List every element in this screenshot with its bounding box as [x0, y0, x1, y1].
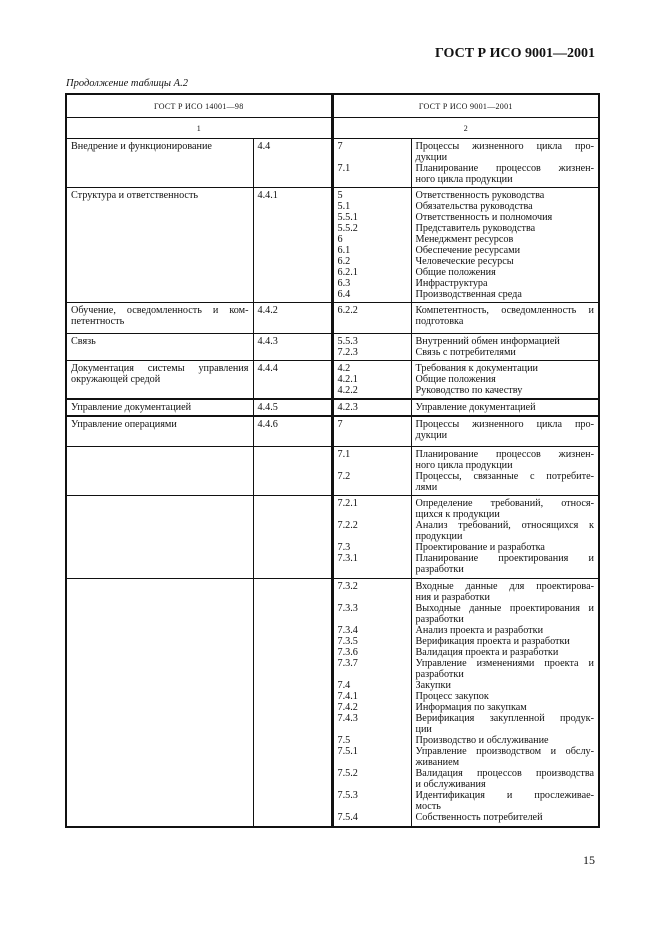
section-title-line: Управление операциями [71, 419, 177, 430]
iso9001-clause-titles [411, 361, 599, 400]
clause-title-line: дукции [415, 152, 448, 163]
clause-title-line: Анализ проекта и разработки [415, 624, 544, 636]
clause-title-line: мость [415, 800, 441, 812]
iso14001-section-code [253, 578, 332, 827]
clause-title-line: Человеческие ресурсы [415, 256, 514, 267]
clause-title-line: Ответственность и полномочия [415, 212, 553, 223]
section-code: 4.4.1 [257, 190, 278, 201]
iso14001-section-title [66, 303, 253, 334]
section-title-line: Документация системы управления [71, 363, 249, 374]
section-code: 4.4.2 [257, 305, 278, 316]
clause-title-line: Общие положения [415, 267, 496, 278]
clause-title-line: ного цикла продукции [415, 459, 513, 471]
clause-title-line: Процессы, связанные с потребите- [415, 470, 595, 482]
iso14001-section-code [253, 495, 332, 578]
clause-title-line: Управление документацией [415, 402, 536, 413]
clause-number: 6 [337, 234, 343, 245]
clause-title-line: лями [415, 481, 438, 493]
header-iso9001: ГОСТ Р ИСО 9001—2001 [332, 94, 599, 118]
clause-number: 7.5 [337, 734, 351, 746]
iso14001-section-title [66, 139, 253, 188]
clause-title-line: Производственная среда [415, 289, 522, 300]
clause-title-line: Процессы жизненного цикла про- [415, 141, 595, 152]
clause-title-line: Верификация проекта и разработки [415, 635, 570, 647]
clause-title-line: Валидация процессов производства [415, 767, 595, 779]
clause-title-line: Закупки [415, 679, 451, 691]
column-number-row [66, 118, 599, 139]
clause-number: 6.4 [337, 289, 351, 300]
clause-title-line: ния и разработки [415, 591, 490, 603]
iso14001-section-code [253, 446, 332, 495]
iso14001-section-title [66, 334, 253, 361]
clause-title-line: Валидация проекта и разработки [415, 646, 559, 658]
iso14001-section-title [66, 361, 253, 400]
iso14001-section-title [66, 399, 253, 416]
clause-number: 7.2 [337, 470, 351, 482]
column-number-1: 1 [66, 118, 332, 139]
clause-title-line: Собственность потребителей [415, 811, 543, 823]
section-title-line: Связь [71, 336, 96, 347]
clause-number: 7.3.2 [337, 580, 358, 592]
section-code [258, 498, 327, 509]
iso14001-section-code [253, 139, 332, 188]
clause-title-line: Представитель руководства [415, 223, 536, 234]
clause-number: 6.2.1 [337, 267, 358, 278]
clause-number: 7 [337, 141, 343, 152]
clause-title-line: щихся к продукции [415, 508, 500, 520]
clause-title-line: Анализ требований, относящихся к [415, 519, 595, 531]
clause-title-line: Ответственность руководства [415, 190, 545, 201]
clause-number: 6.2.2 [337, 305, 358, 316]
section-title-line: Структура и ответственность [71, 190, 199, 201]
iso14001-section-title [66, 416, 253, 446]
clause-number: 7.3.4 [337, 624, 358, 636]
clause-title-line: дукции [415, 430, 448, 441]
clause-title-line: Производство и обслуживание [415, 734, 549, 746]
clause-title-line: Информация по закупкам [415, 701, 527, 713]
clause-title-line: разработки [415, 668, 464, 680]
table-row [66, 399, 599, 416]
iso14001-section-title [66, 495, 253, 578]
section-code: 4.4.4 [257, 363, 278, 374]
clause-number: 7.3 [337, 541, 351, 553]
iso9001-clause-numbers [332, 334, 411, 361]
iso9001-clause-numbers [332, 578, 411, 827]
iso14001-section-code [253, 416, 332, 446]
table-row [66, 446, 599, 495]
iso9001-clause-titles [411, 578, 599, 827]
clause-title-line: Компетентность, осведомленность и [415, 305, 595, 316]
iso9001-clause-titles [411, 139, 599, 188]
clause-title-line: Планирование процессов жизнен- [415, 448, 595, 460]
iso14001-section-code [253, 334, 332, 361]
clause-number: 7.1 [337, 448, 351, 460]
clause-number: 7.5.3 [337, 789, 358, 801]
correspondence-table [65, 93, 600, 828]
clause-title-line: Инфраструктура [415, 278, 488, 289]
iso9001-clause-numbers [332, 495, 411, 578]
section-code: 4.4.5 [257, 402, 278, 413]
iso9001-clause-numbers [332, 188, 411, 303]
clause-title-line: Обеспечение ресурсами [415, 245, 521, 256]
iso9001-clause-titles [411, 416, 599, 446]
section-code [258, 449, 327, 460]
iso9001-clause-numbers [332, 361, 411, 400]
iso14001-section-title [66, 578, 253, 827]
clause-number: 4.2.3 [337, 402, 358, 413]
clause-number: 7.3.3 [337, 602, 358, 614]
clause-title-line: Руководство по качеству [415, 385, 523, 396]
clause-number: 5.5.2 [337, 223, 358, 234]
clause-title-line: Обязательства руководства [415, 201, 533, 212]
iso9001-clause-numbers [332, 303, 411, 334]
section-title-line: Внедрение и функционирование [71, 141, 212, 152]
clause-number: 7.3.1 [337, 552, 358, 564]
clause-number: 7.1 [337, 163, 351, 174]
column-number-2: 2 [332, 118, 599, 139]
clause-title-line: Связь с потребителями [415, 347, 516, 358]
clause-number: 7.4 [337, 679, 351, 691]
clause-title-line: Верификация закупленной продук- [415, 712, 595, 724]
clause-number: 7.5.2 [337, 767, 358, 779]
iso9001-clause-numbers [332, 446, 411, 495]
iso14001-section-code [253, 399, 332, 416]
iso9001-clause-titles [411, 334, 599, 361]
clause-title-line: Внутренний обмен информацией [415, 336, 560, 347]
clause-number: 7.5.1 [337, 745, 358, 757]
clause-title-line: Управление изменениями проекта и [415, 657, 595, 669]
table-row [66, 578, 599, 827]
clause-title-line: Проектирование и разработка [415, 541, 545, 553]
section-title-line: окружающей средой [71, 374, 161, 385]
iso9001-clause-numbers [332, 139, 411, 188]
clause-title-line: разработки [415, 613, 464, 625]
page-number: 15 [583, 853, 595, 867]
clause-number: 7.2.1 [337, 497, 358, 509]
clause-title-line: Определение требований, относя- [415, 497, 595, 509]
table-caption: Продолжение таблицы А.2 [66, 78, 188, 89]
table-row [66, 495, 599, 578]
clause-number: 7.4.1 [337, 690, 358, 702]
section-code: 4.4.6 [257, 419, 278, 430]
iso9001-clause-titles [411, 303, 599, 334]
iso14001-section-code [253, 303, 332, 334]
clause-title-line: Входные данные для проектирова- [415, 580, 595, 592]
clause-number: 7.4.3 [337, 712, 358, 724]
clause-number: 7 [337, 419, 343, 430]
table-header-row [66, 94, 599, 118]
clause-number: 7.2.3 [337, 347, 358, 358]
section-title-line: Управление документацией [71, 402, 192, 413]
clause-title-line: живанием [415, 756, 460, 768]
clause-number: 6.3 [337, 278, 351, 289]
iso9001-clause-titles [411, 446, 599, 495]
clause-number: 7.5.4 [337, 811, 358, 823]
clause-title-line: ного цикла продукции [415, 174, 513, 185]
clause-title-line: Выходные данные проектирования и [415, 602, 595, 614]
table-row [66, 303, 599, 334]
clause-number: 6.2 [337, 256, 351, 267]
clause-number: 7.3.5 [337, 635, 358, 647]
table-row [66, 139, 599, 188]
iso9001-clause-titles [411, 495, 599, 578]
section-code: 4.4 [257, 141, 271, 152]
iso14001-section-title [66, 446, 253, 495]
clause-title-line: ции [415, 723, 432, 735]
clause-title-line: Менеджмент ресурсов [415, 234, 514, 245]
iso14001-section-code [253, 361, 332, 400]
clause-number: 6.1 [337, 245, 351, 256]
section-code: 4.4.3 [257, 336, 278, 347]
iso9001-clause-numbers [332, 416, 411, 446]
section-code [258, 581, 327, 592]
iso14001-section-code [253, 188, 332, 303]
clause-title-line: Управление производством и обслу- [415, 745, 595, 757]
clause-number: 5.5.1 [337, 212, 358, 223]
clause-number: 7.3.7 [337, 657, 358, 669]
table-row [66, 361, 599, 400]
clause-title-line: Планирование процессов жизнен- [415, 163, 595, 174]
iso9001-clause-titles [411, 188, 599, 303]
clause-title-line: Требования к документации [415, 363, 538, 374]
clause-number: 4.2 [337, 363, 351, 374]
clause-title-line: и обслуживания [415, 778, 486, 790]
clause-number: 7.4.2 [337, 701, 358, 713]
clause-title-line: разработки [415, 563, 464, 575]
table-row [66, 416, 599, 446]
clause-number: 5.5.3 [337, 336, 358, 347]
clause-title-line: Процессы жизненного цикла про- [415, 419, 595, 430]
document-code: ГОСТ Р ИСО 9001—2001 [434, 46, 595, 61]
clause-title-line: Идентификация и прослеживае- [415, 789, 595, 801]
clause-title-line: подготовка [415, 316, 464, 327]
header-iso14001: ГОСТ Р ИСО 14001—98 [66, 94, 332, 118]
section-title-line: Обучение, осведомленность и ком- [71, 305, 249, 316]
clause-number: 4.2.1 [337, 374, 358, 385]
clause-number: 4.2.2 [337, 385, 358, 396]
clause-number: 7.2.2 [337, 519, 358, 531]
section-title-line: петентность [71, 316, 125, 327]
clause-title-line: продукции [415, 530, 463, 542]
iso14001-section-title [66, 188, 253, 303]
iso9001-clause-titles [411, 399, 599, 416]
clause-title-line: Процесс закупок [415, 690, 489, 702]
table-row [66, 188, 599, 303]
clause-number: 7.3.6 [337, 646, 358, 658]
table-row [66, 334, 599, 361]
clause-number: 5.1 [337, 201, 351, 212]
iso9001-clause-numbers [332, 399, 411, 416]
clause-title-line: Общие положения [415, 374, 496, 385]
clause-title-line: Планирование проектирования и [415, 552, 595, 564]
clause-number: 5 [337, 190, 343, 201]
